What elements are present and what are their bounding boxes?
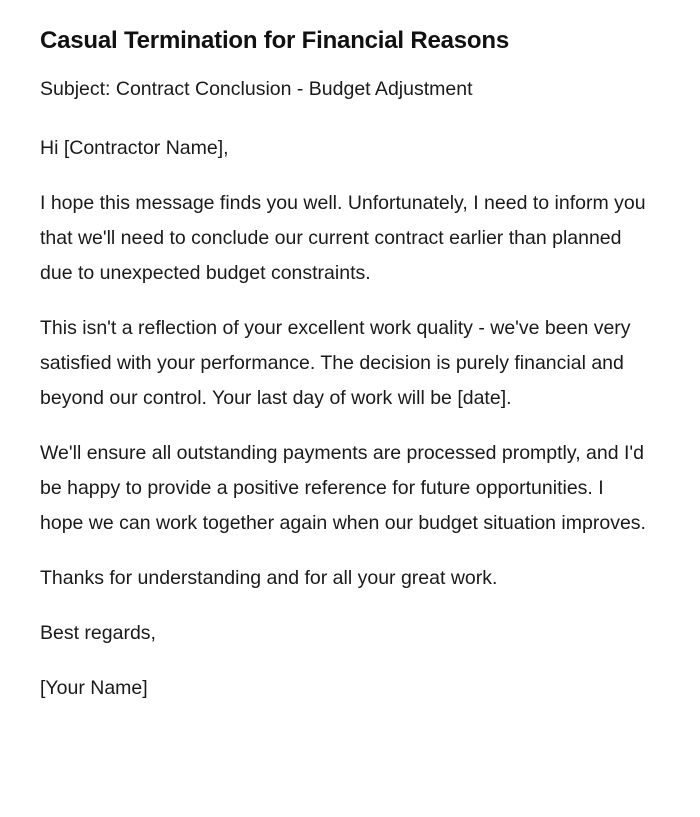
letter-document [40, 24, 650, 726]
closing: Best regards, [40, 622, 156, 644]
body-paragraph-reason: This isn't a reflection of your excellent work quality - we've been very satisfied with your performance. The decision is purely financial and beyond our control. Your last day of work will be [date]. [40, 317, 631, 409]
document-title: Casual Termination for Financial Reasons [40, 27, 510, 54]
signature: [Your Name] [40, 677, 148, 699]
subject-line: Subject: Contract Conclusion - Budget Adjustment [40, 78, 473, 100]
body-paragraph-payments: We'll ensure all outstanding payments are processed promptly, and I'd be happy to provide a positive reference for future opportunities. I hope we can work together again when our budget situation improves. [40, 442, 646, 534]
body-paragraph-thanks: Thanks for understanding and for all your great work. [40, 567, 498, 589]
greeting: Hi [Contractor Name], [40, 137, 229, 159]
body-paragraph-intro: I hope this message finds you well. Unfortunately, I need to inform you that we'll need to conclude our current contract earlier than planned due to unexpected budget constraints. [40, 192, 646, 284]
